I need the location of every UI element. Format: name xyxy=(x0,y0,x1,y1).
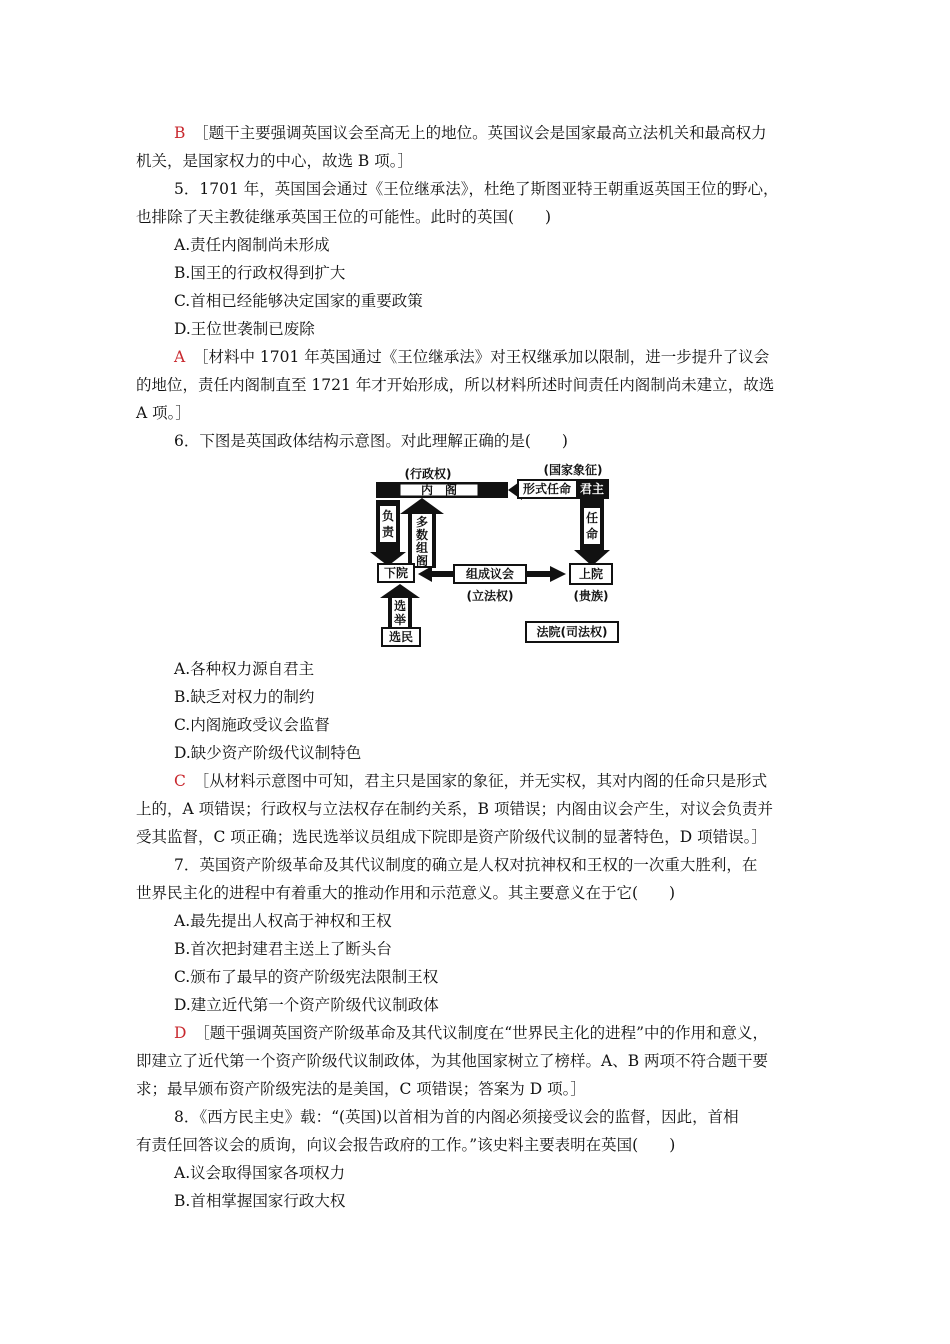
q5-stem-line-1: 5．1701 年，英国国会通过《王位继承法》，杜绝了斯图亚特王朝重返英国王位的野心， xyxy=(174,180,779,198)
diagram-form-parliament: 组成议会 xyxy=(465,567,515,581)
diagram-majority-2: 数 xyxy=(415,528,429,542)
q5-option-a: A.责任内阁制尚未形成 xyxy=(174,236,330,254)
q5-stem-line-2: 也排除了天主教徒继承英国王位的可能性。此时的英国( ) xyxy=(136,208,552,226)
diagram-national-symbol: (国家象征) xyxy=(543,463,603,477)
diagram-monarch: 君主 xyxy=(579,482,605,496)
q8-option-b: B.首相掌握国家行政大权 xyxy=(174,1192,346,1210)
q7-option-b: B.首次把封建君主送上了断头台 xyxy=(174,940,392,958)
q7-answer-line-1 xyxy=(174,1023,768,1043)
q5-answer-text-1: ［材料中 1701 年英国通过《王位继承法》对王权继承加以限制，进一步提升了议会 xyxy=(200,348,770,366)
q6-answer-line-3: 受其监督，C 项正确；选民选举议员组成下院即是资产阶级代议制的显著特色，D 项错误。］ xyxy=(136,828,767,846)
diagram-majority-3: 组 xyxy=(415,541,429,555)
elect-head xyxy=(380,584,420,598)
q4-answer-key: B xyxy=(174,124,186,142)
q8-option-a: A.议会取得国家各项权力 xyxy=(174,1164,346,1182)
q4-answer-line-1 xyxy=(174,123,767,143)
q6-answer-key: C xyxy=(174,772,186,790)
q5-option-d: D.王位世袭制已废除 xyxy=(174,320,315,338)
q7-option-d: D.建立近代第一个资产阶级代议制政体 xyxy=(174,996,439,1014)
majority-head xyxy=(400,498,444,514)
q5-answer-line-1 xyxy=(174,347,769,367)
q5-option-c: C.首相已经能够决定国家的重要政策 xyxy=(174,292,423,310)
q7-option-a: A.最先提出人权高于神权和王权 xyxy=(174,912,392,930)
q7-answer-line-2: 即建立了近代第一个资产阶级代议制政体，为其他国家树立了榜样。A、B 两项不符合题干要 xyxy=(136,1052,769,1070)
q5-option-b: B.国王的行政权得到扩大 xyxy=(174,264,346,282)
q6-answer-text-1: ［从材料示意图中可知，君主只是国家的象征，并无实权，其对内阁的任命只是形式 xyxy=(201,772,768,790)
diagram-appoint-1: 任 xyxy=(585,511,599,525)
diagram-voters: 选民 xyxy=(388,630,414,644)
q6-option-d: D.缺少资产阶级代议制特色 xyxy=(174,744,362,762)
diagram-majority-1: 多 xyxy=(415,515,429,529)
diagram-responsible-1: 负 xyxy=(381,509,395,523)
q7-stem-line-1: 7．英国资产阶级革命及其代议制度的确立是人权对抗神权和王权的一次重大胜利，在 xyxy=(174,856,758,874)
q8-stem-line-1: 8．《西方民主史》载：“(英国)以首相为首的内阁必须接受议会的监督，因此，首相 xyxy=(174,1108,739,1126)
diagram-elect-2: 举 xyxy=(393,613,407,627)
q7-answer-text-1: ［题干强调英国资产阶级革命及其代议制度在“世界民主化的进程”中的作用和意义， xyxy=(201,1024,769,1042)
diagram-court: 法院(司法权) xyxy=(536,625,608,639)
diagram-upper-house: 上院 xyxy=(578,567,604,581)
uk-polity-diagram xyxy=(370,458,620,650)
q6-answer-line-1 xyxy=(174,771,767,791)
q6-stem: 6．下图是英国政体结构示意图。对此理解正确的是( ) xyxy=(174,432,568,450)
q6-option-c: C.内阁施政受议会监督 xyxy=(174,716,330,734)
diagram-responsible-2: 责 xyxy=(381,525,395,539)
diagram-formal-appoint: 形式任命 xyxy=(522,482,572,496)
q5-answer-key: A xyxy=(174,348,186,366)
diagram-cabinet: 内 阁 xyxy=(420,483,458,497)
diagram-nobility: (贵族) xyxy=(573,589,609,603)
q7-stem-line-2: 世界民主化的进程中有着重大的推动作用和示范意义。其主要意义在于它( ) xyxy=(136,884,676,902)
diagram-appoint-2: 命 xyxy=(585,527,599,541)
diagram-lower-house: 下院 xyxy=(383,566,409,580)
q6-option-b: B.缺乏对权力的制约 xyxy=(174,688,315,706)
diagram-elect-1: 选 xyxy=(393,599,407,613)
q7-answer-key: D xyxy=(174,1024,187,1042)
q7-option-c: C.颁布了最早的资产阶级宪法限制王权 xyxy=(174,968,439,986)
q7-answer-line-3: 求；最早颁布资产阶级宪法的是美国，C 项错误；答案为 D 项。］ xyxy=(136,1080,586,1098)
q6-answer-line-2: 上的，A 项错误；行政权与立法权存在制约关系，B 项错误；内阁由议会产生，对议会负责并 xyxy=(136,800,773,818)
diagram-executive-power: (行政权) xyxy=(404,467,452,481)
form-parliament-arrow-right xyxy=(526,566,566,582)
q5-answer-line-3: A 项。］ xyxy=(136,404,191,422)
q8-stem-line-2: 有责任回答议会的质询，向议会报告政府的工作。”该史料主要表明在英国( ) xyxy=(136,1136,676,1154)
q5-answer-line-2: 的地位，责任内阁制直至 1721 年才开始形成，所以材料所述时间责任内阁制尚未建立，故选 xyxy=(136,376,775,394)
q4-answer-line-2: 机关，是国家权力的中心，故选 B 项。］ xyxy=(136,152,413,170)
q4-answer-text-1: ［题干主要强调英国议会至高无上的地位。英国议会是国家最高立法机关和最高权力 xyxy=(200,124,767,142)
q6-option-a: A.各种权力源自君主 xyxy=(174,660,315,678)
diagram-legislative-power: (立法权) xyxy=(466,589,514,603)
diagram-majority-4: 阁 xyxy=(415,554,429,568)
form-parliament-arrow-left xyxy=(418,566,454,582)
